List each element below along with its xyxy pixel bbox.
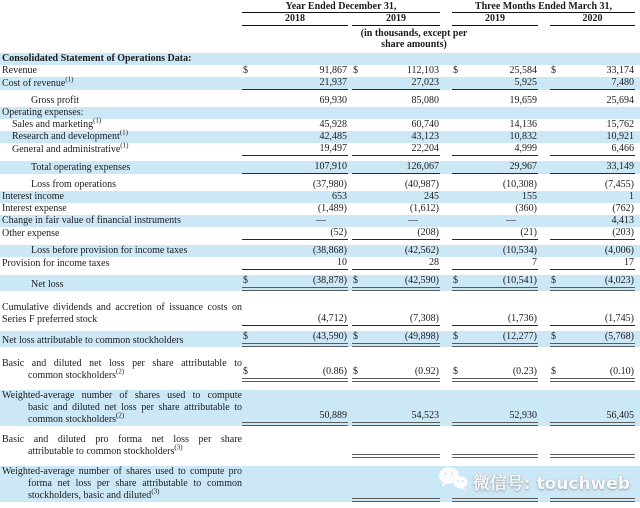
table-cell: [452, 179, 538, 191]
table-row: [0, 245, 640, 257]
table-cell: [242, 203, 348, 215]
cell-value: (10,541): [502, 275, 537, 286]
units-note-text: (in thousands, except per share amounts): [360, 28, 468, 50]
row-label: [0, 179, 242, 191]
cell-value: 50,889: [319, 410, 347, 421]
row-label: [0, 390, 242, 426]
table-cell: [452, 410, 538, 426]
cell-value: (12,277): [502, 331, 537, 342]
table-row: [0, 227, 640, 240]
row-label: [0, 434, 242, 458]
cell-value: 1: [629, 191, 634, 202]
row-label: [0, 302, 242, 326]
cell-value: (0.86): [322, 366, 347, 377]
table-cell: [352, 331, 440, 347]
table-cell: [352, 215, 440, 227]
currency-symbol: $: [243, 331, 248, 342]
cell-value: 56,405: [606, 410, 634, 421]
table-cell: [550, 245, 635, 257]
table-cell: [452, 454, 538, 458]
cell-value: —: [408, 215, 418, 226]
table-cell: [242, 215, 348, 227]
table-cell: [550, 179, 635, 191]
table-cell: [550, 143, 635, 156]
table-cell: [352, 366, 440, 382]
footnote-marker: (1): [120, 141, 129, 150]
cell-value: (4,023): [604, 275, 634, 286]
cell-value: 4,413: [611, 215, 634, 226]
cell-value: 29,967: [509, 161, 537, 172]
cell-value: (37,980): [312, 179, 347, 190]
cell-value: (7,308): [409, 313, 439, 324]
col-header-2019-quarter: 2019: [452, 13, 538, 26]
cell-value: (0.92): [414, 366, 439, 377]
cell-value: (21): [520, 227, 537, 238]
row-label-line: Weighted-average number of shares used to compute pro: [2, 466, 242, 477]
table-cell: [452, 65, 538, 77]
table-cell: [550, 313, 635, 326]
table-cell: [352, 119, 440, 131]
table-cell: [550, 257, 635, 270]
table-cell: [242, 331, 348, 347]
row-label-line: Weighted-average number of shares used to compute: [2, 390, 242, 401]
cell-value: 27,023: [411, 77, 439, 88]
cell-value: (762): [612, 203, 634, 214]
footnote-marker: (1): [93, 116, 102, 125]
table-row: [0, 203, 640, 215]
footnote-marker: (1): [65, 75, 74, 84]
row-label-line: Operating expenses:: [2, 107, 84, 118]
table-cell: [352, 203, 440, 215]
cell-value: (10,534): [502, 245, 537, 256]
row-label: [0, 141, 242, 156]
cell-value: (10,308): [502, 179, 537, 190]
table-row: [0, 331, 640, 347]
cell-value: 42,485: [319, 131, 347, 142]
table-cell: [452, 95, 538, 107]
table-cell: [452, 161, 538, 174]
currency-symbol: $: [551, 275, 556, 286]
row-label: [0, 466, 242, 502]
currency-symbol: $: [243, 65, 248, 76]
table-cell: [352, 275, 440, 291]
table-cell: [352, 410, 440, 426]
currency-symbol: $: [353, 331, 358, 342]
row-label: [0, 358, 242, 382]
table-cell: [550, 454, 635, 458]
watermark-text: 微信号: touchweb: [472, 473, 630, 494]
cell-value: (203): [612, 227, 634, 238]
row-label: [0, 107, 242, 119]
row-label-line: Cumulative dividends and accretion of issuance costs on: [2, 302, 242, 313]
currency-symbol: $: [551, 331, 556, 342]
row-label-line: Basic and diluted net loss per share attributable to: [2, 358, 242, 369]
cell-value: (5,768): [604, 331, 634, 342]
row-label: [0, 335, 242, 347]
cell-value: (1,745): [604, 313, 634, 324]
table-cell: [452, 366, 538, 382]
section-title: Consolidated Statement of Operations Data:: [0, 53, 640, 65]
table-cell: [352, 143, 440, 156]
row-label: [0, 279, 242, 291]
table-cell: [550, 215, 635, 227]
cell-value: 7,480: [611, 77, 634, 88]
row-label-line: Total operating expenses: [31, 162, 131, 173]
table-row: [0, 77, 640, 90]
row-label-line: Sales and marketing$^{(1)}$: [12, 116, 102, 130]
cell-value: 43,123: [411, 131, 439, 142]
cell-value: 52,930: [509, 410, 537, 421]
table-row: [0, 95, 640, 107]
currency-symbol: $: [453, 331, 458, 342]
table-cell: [452, 215, 538, 227]
col-header-2020-quarter: 2020: [550, 13, 635, 26]
table-cell: [550, 331, 635, 347]
currency-symbol: $: [243, 275, 248, 286]
cell-value: 17: [624, 257, 634, 268]
cell-value: (42,590): [404, 275, 439, 286]
table-cell: [452, 131, 538, 143]
cell-value: 15,762: [606, 119, 634, 130]
cell-value: 10: [337, 257, 347, 268]
table-cell: [242, 119, 348, 131]
table-cell: [242, 161, 348, 174]
header-years-row: [0, 13, 640, 26]
cell-value: 54,523: [411, 410, 439, 421]
col-group-three-months-label: Three Months Ended March 31,: [474, 1, 613, 12]
cell-value: (360): [515, 203, 537, 214]
table-cell: [352, 454, 440, 458]
table-cell: [452, 331, 538, 347]
footnote-marker: (3): [151, 487, 160, 496]
table-cell: [352, 227, 440, 240]
col-group-year-ended-label: Year Ended December 31,: [285, 1, 397, 12]
cell-value: (4,712): [317, 313, 347, 324]
table-cell: [352, 161, 440, 174]
col-group-year-ended: [242, 1, 440, 13]
row-label: [0, 215, 242, 227]
table-row: [0, 275, 640, 291]
cell-value: 91,867: [319, 65, 347, 76]
footnote-marker: (2): [116, 367, 125, 376]
table-row: [0, 466, 640, 502]
table-row: [0, 143, 640, 156]
table-row: [0, 257, 640, 270]
currency-symbol: $: [551, 65, 556, 76]
cell-value: 19,497: [319, 143, 347, 154]
currency-symbol: $: [353, 275, 358, 286]
cell-value: (38,878): [312, 275, 347, 286]
table-cell: [242, 77, 348, 90]
cell-value: 60,740: [411, 119, 439, 130]
table-row: [0, 179, 640, 191]
table-cell: [242, 95, 348, 107]
cell-value: —: [316, 215, 326, 226]
row-label-line: Basic and diluted pro forma net loss per share: [2, 434, 242, 445]
table-cell: [242, 191, 348, 203]
cell-value: 5,925: [514, 77, 537, 88]
cell-value: 21,937: [319, 77, 347, 88]
table-cell: [242, 245, 348, 257]
table-row: [0, 161, 640, 174]
table-cell: [242, 131, 348, 143]
rows-container: [0, 65, 640, 502]
currency-symbol: $: [551, 366, 556, 377]
table-row: [0, 191, 640, 203]
row-label: [0, 65, 242, 77]
table-cell: [452, 498, 538, 502]
table-cell: [452, 227, 538, 240]
cell-value: 155: [522, 191, 537, 202]
table-row: [0, 128, 640, 143]
currency-symbol: $: [353, 65, 358, 76]
cell-value: 25,584: [509, 65, 537, 76]
table-row: [0, 434, 640, 458]
cell-value: 28: [429, 257, 439, 268]
cell-value: 10,832: [509, 131, 537, 142]
footnote-marker: (1): [119, 128, 128, 137]
table-cell: [352, 245, 440, 257]
row-label: [0, 258, 242, 270]
row-label-line: General and administrative$^{(1)}$: [12, 141, 129, 155]
row-label: [0, 162, 242, 174]
table-cell: [550, 203, 635, 215]
table-cell: [242, 313, 348, 326]
row-label-line: common stockholders$^{(2)}$: [28, 411, 125, 425]
cell-value: (43,590): [312, 331, 347, 342]
table-cell: [452, 203, 538, 215]
footnote-marker: (2): [116, 411, 125, 420]
cell-value: (208): [417, 227, 439, 238]
table-cell: [242, 227, 348, 240]
table-cell: [352, 77, 440, 90]
table-cell: [452, 143, 538, 156]
table-cell: [550, 366, 635, 382]
table-cell: [242, 410, 348, 426]
table-cell: [452, 77, 538, 90]
table-cell: [452, 119, 538, 131]
row-label-line: Interest income: [2, 191, 64, 202]
cell-value: 85,080: [411, 95, 439, 106]
table-row: [0, 65, 640, 77]
table-cell: [452, 313, 538, 326]
table-cell: [242, 366, 348, 382]
cell-value: 69,930: [319, 95, 347, 106]
cell-value: 33,149: [606, 161, 634, 172]
cell-value: (7,455): [604, 179, 634, 190]
table-row: [0, 302, 640, 326]
table-cell: [452, 245, 538, 257]
cell-value: 107,910: [314, 161, 347, 172]
cell-value: (49,898): [404, 331, 439, 342]
table-cell: [550, 119, 635, 131]
table-row: [0, 358, 640, 382]
table-cell: [452, 191, 538, 203]
row-label-line: Provision for income taxes: [2, 258, 110, 269]
cell-value: 7: [532, 257, 537, 268]
table-cell: [550, 410, 635, 426]
row-label: [0, 228, 242, 240]
cell-value: (42,562): [404, 245, 439, 256]
row-label-line: Series F preferred stock: [2, 314, 98, 325]
table-cell: [550, 77, 635, 90]
table-cell: [550, 275, 635, 291]
table-cell: [452, 275, 538, 291]
currency-symbol: $: [243, 366, 248, 377]
cell-value: —: [506, 215, 516, 226]
table-row: [0, 215, 640, 227]
table-cell: [550, 65, 635, 77]
cell-value: 653: [332, 191, 347, 202]
col-group-three-months: [452, 1, 635, 13]
table-cell: [352, 65, 440, 77]
table-cell: [352, 191, 440, 203]
cell-value: 245: [424, 191, 439, 202]
row-label-line: Loss from operations: [31, 179, 116, 190]
cell-value: 112,103: [406, 65, 439, 76]
table-cell: [452, 257, 538, 270]
table-cell: [352, 131, 440, 143]
cell-value: (0.23): [512, 366, 537, 377]
row-label-line: Interest expense: [2, 203, 67, 214]
table-cell: [550, 161, 635, 174]
table-cell: [352, 257, 440, 270]
row-label-line: Net loss: [31, 279, 64, 290]
cell-value: (4,006): [604, 245, 634, 256]
col-header-2018: 2018: [242, 13, 348, 26]
row-label-line: Other expense: [2, 228, 60, 239]
cell-value: 6,466: [611, 143, 634, 154]
header-groups-row: [0, 0, 640, 13]
cell-value: 45,928: [319, 119, 347, 130]
cell-value: 25,694: [606, 95, 634, 106]
currency-symbol: $: [453, 275, 458, 286]
cell-value: 4,999: [514, 143, 537, 154]
row-label-line: Revenue: [2, 65, 37, 76]
col-header-2019-annual: 2019: [352, 13, 440, 26]
cell-value: 10,921: [606, 131, 634, 142]
row-label: [0, 95, 242, 107]
table-cell: [550, 191, 635, 203]
table-cell: [242, 143, 348, 156]
table-cell: [352, 498, 440, 502]
units-note: [0, 26, 640, 52]
row-label: [0, 75, 242, 90]
footnote-marker: (3): [174, 443, 183, 452]
cell-value: 14,136: [509, 119, 537, 130]
row-label-line: stockholders, basic and diluted$^{(3)}$: [28, 487, 160, 501]
row-label: [0, 191, 242, 203]
row-label-line: attributable to common stockholders$^{(3)}$: [28, 443, 183, 457]
cell-value: 33,174: [606, 65, 634, 76]
row-label-line: common stockholders$^{(2)}$: [28, 367, 125, 381]
row-label-line: Gross profit: [31, 95, 80, 106]
cell-value: 22,204: [411, 143, 439, 154]
cell-value: 19,659: [509, 95, 537, 106]
row-label-line: forma net loss per share attributable to common: [28, 478, 242, 489]
row-label-line: Loss before provision for income taxes: [31, 245, 188, 256]
table-cell: [550, 131, 635, 143]
table-cell: [242, 257, 348, 270]
table-cell: [550, 498, 635, 502]
table-cell: [242, 179, 348, 191]
table-cell: [352, 313, 440, 326]
row-label: [0, 203, 242, 215]
table-cell: [550, 95, 635, 107]
row-label-line: Change in fair value of financial instruments: [2, 215, 181, 226]
currency-symbol: $: [453, 65, 458, 76]
row-label-line: Net loss attributable to common stockholders: [2, 335, 184, 346]
row-label-line: basic and diluted net loss per share attributable to: [28, 402, 242, 413]
row-label-line: Research and development$^{(1)}$: [12, 128, 128, 142]
table-row: [0, 116, 640, 131]
row-label-line: Cost of revenue$^{(1)}$: [2, 75, 74, 89]
cell-value: (1,736): [507, 313, 537, 324]
table-row: [0, 390, 640, 426]
cell-value: (0.10): [609, 366, 634, 377]
cell-value: (1,489): [317, 203, 347, 214]
table-cell: [352, 179, 440, 191]
cell-value: 126,067: [406, 161, 439, 172]
table-cell: [352, 95, 440, 107]
currency-symbol: $: [453, 366, 458, 377]
table-cell: [242, 275, 348, 291]
table-cell: [242, 65, 348, 77]
cell-value: (52): [330, 227, 347, 238]
cell-value: (40,987): [404, 179, 439, 190]
row-label: [0, 245, 242, 257]
currency-symbol: $: [353, 366, 358, 377]
cell-value: (38,868): [312, 245, 347, 256]
table-cell: [550, 227, 635, 240]
cell-value: (1,612): [409, 203, 439, 214]
